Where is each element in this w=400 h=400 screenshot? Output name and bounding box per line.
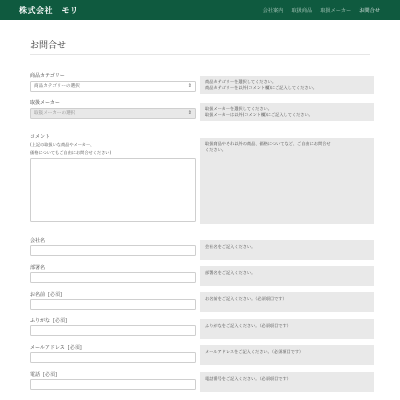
email-required-badge: [必須] [67,345,82,351]
maker-help: 取扱メーカーを選択してください。 取扱メーカーは以外(コメント欄)にご記入してください。 [200,103,374,121]
maker-select[interactable] [30,108,196,119]
department-input[interactable] [30,272,196,283]
furigana-label [30,317,67,324]
comment-help: 取扱商品やそれ以外の商品、価格についてなど、ご自由にお問合せ ください。 [200,138,374,224]
furigana-input[interactable] [30,325,196,336]
name-help: お名前をご記入ください。（必須項目です） [200,292,374,312]
comment-textarea[interactable] [30,158,196,222]
company-help: 会社名をご記入ください。 [200,240,374,260]
comment-label: コメント [30,134,51,140]
department-help: 部署名をご記入ください。 [200,266,374,286]
name-label-text: お名前 [30,292,46,298]
category-help: 商品カテゴリーを選択してください。 商品カテゴリーを以外(コメント欄)にご記入してください。 [200,76,374,94]
comment-note-2: 価格についてもご自由にお問合せください) [30,150,112,155]
email-label-text: メールアドレス [30,345,65,351]
maker-select-value: 取扱メーカーの選択 [34,111,76,116]
email-help: メールアドレスをご記入ください。（必須項目です） [200,345,374,365]
phone-required-badge: [必須] [43,372,57,378]
chevron-updown-icon: ⇕ [187,83,192,89]
nav-link-products[interactable]: 取扱商品 [291,7,313,14]
category-select[interactable] [30,81,196,92]
company-input[interactable] [30,245,196,256]
phone-label [30,371,57,378]
title-divider [30,54,370,55]
furigana-help: ふりがなをご記入ください。（必須項目です） [200,319,374,339]
chevron-updown-icon: ⇕ [187,110,192,116]
nav-link-makers[interactable]: 取扱メーカー [320,7,352,14]
maker-label: 取扱メーカー [30,100,60,106]
phone-label-text: 電話 [30,372,41,378]
nav-links [255,0,380,20]
name-required-badge: [必須] [48,292,62,298]
name-label [30,291,62,298]
department-label: 部署名 [30,265,46,271]
phone-input[interactable] [30,379,196,390]
page-title: お問合せ [30,41,67,51]
nav-link-company[interactable]: 会社案内 [262,7,284,14]
navbar [0,0,400,20]
comment-note-1: (上記の取扱いな商品やメーカー、 [30,142,95,147]
email-input[interactable] [30,352,196,363]
phone-help: 電話番号をご記入ください。（必須項目です） [200,372,374,392]
brand-logo[interactable]: 株式会社 モリ [19,5,79,15]
category-select-value: 商品カテゴリーの選択 [34,84,80,89]
category-label: 商品カテゴリー [30,73,65,79]
email-label [30,344,82,351]
furigana-required-badge: [必須] [53,318,67,324]
name-input[interactable] [30,299,196,310]
nav-link-contact[interactable]: お問合せ [359,7,380,14]
company-label: 会社名 [30,238,46,244]
furigana-label-text: ふりがな [30,318,51,324]
